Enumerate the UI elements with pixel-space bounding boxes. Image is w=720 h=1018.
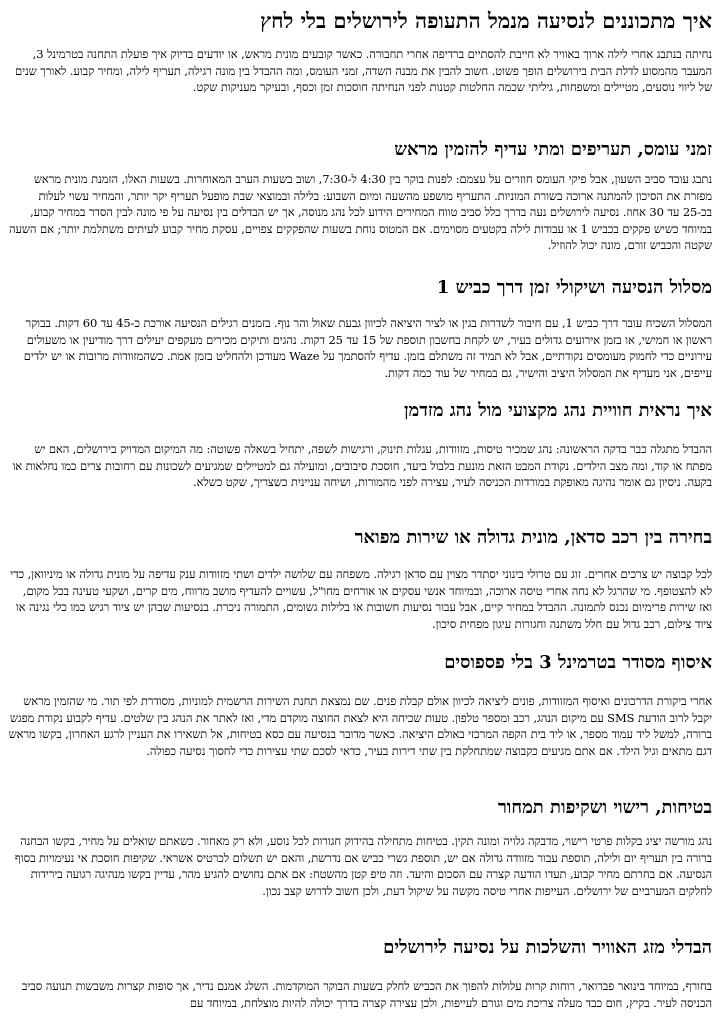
section-heading-route: מסלול הנסיעה ושיקולי זמן דרך כביש 1 [436, 277, 712, 298]
section-heading-safety: בטיחות, רישוי ושקיפות תמחור [497, 797, 712, 818]
section-paragraph-pickup: אחרי ביקורת הדרכונים ואיסוף המזוודות, פונים ליציאה לכיוון אולם קבלת פנים. שם נמצאת תחנת השירות הרשמית למוניות, מסודרת לפי תור. מי שהזמין מראש יקבל לרוב הודעת SMS עם מיקום הנהג, רכב ומספר טלפון. טעות שכיחה היא לצאת החוצה מוקדם מדי, ואז לאתר את הנהג בין שלטים. עדיף לקבוע נקודת מפגש ברורה, למשל ליד עמוד מספר, או ליד בית הקפה המרכזי באולם היציאה. כאשר מדובר בנסיעה עם כסא בטיחות, אל תשאירו את העניין לרגע האחרון, בקשו מראש דגם מתאים וגיל הילד. אם אתם מגיעים כקבוצה שמתחלקת בין שתי דירות בעיר, כדאי לסכם שתי עצירות כדי לחסוך נסיעה כפולה. [8, 694, 712, 758]
section-paragraph-route: המסלול השכיח עובר דרך כביש 1, עם חיבור לשדרות בגין או לציר היציאה לכיוון גבעת שאול והר נוף. בזמנים רגילים הנסיעה אורכת כ-45 עד 60 דקות. בבוקר ראשון או חמישי, או בזמן אירועים גדולים בעיר, יש לקחת בחשבון תוספת של 15 עד 25 דקות. נהגים ותיקים מכירים מעקפים יעילים דרך מודיעין או משעולים עירוניים כדי לחמוק מעומסים נקודתיים, אבל לא תמיד זה משתלם בזמן. עדיף להסתמך על Waze מעודכן ולהחליט בזמן אמת. כשהמזוודות מרובות או יש ילדים עייפים, אני מעדיף את המסלול היציב והישיר, גם במחיר של עוד כמה דקות. [23, 316, 712, 380]
section-heading-vehicle-choice: בחירה בין רכב סדאן, מונית גדולה או שירות מפואר [354, 527, 712, 548]
section-paragraph-weather: בחורף, במיוחד בינואר פברואר, רוחות קרות עלולות להפוך את הכביש לחלק בשעות הבוקר המוקדמות. השלג אמנם נדיר, אך סופות קצרות משבשות תנועה סביב הכניסה לעיר. בקיץ, חום כבד מעלה צריכת מים וגורם לעייפות, ולכן עצירה קצרה בדרך יכולה להיות מוצלחת, במיוחד עם [21, 979, 712, 1010]
section-heading-driver-experience: איך נראית חוויית נהג מקצועי מול נהג מזדמן [403, 400, 712, 421]
article-title: איך מתכוננים לנסיעה מנמל התעופה לירושלים בלי לחץ [260, 8, 712, 33]
intro-paragraph: נחיתה בנתבג אחרי לילה ארוך באוויר לא חייבת להסתיים ברדיפה אחרי תחבורה. כאשר קובעים מונית מראש, או יודעים בדיוק איך פועלת התחנה בטרמינל 3, המעבר מהמסוע לדלת הבית בירושלים הופך פשוט. חשוב להבין את מבנה השדה, זמני העומס, ומה ההבדל בין מונה רגילה, תעריף לילה, ומחיר קבוע. לאורך שנים של ליווי נוסעים, מטיילים ומשפחות, גיליתי שכמה החלטות קטנות לפני הנחיתה חוסכות זמן וכסף, ובעיקר מעניקות שקט. [15, 47, 712, 95]
section-heading-pickup: איסוף מסודר בטרמינל 3 בלי פספוסים [444, 652, 712, 673]
section-paragraph-safety: נהג מורשה יציג בקלות פרטי רישוי, מדבקה גלויה ומונה תקין. בטיחות מתחילה בהידוק חגורות לכל נוסע, ולא רק מאחור. כשאתם שואלים על מחיר, בקשו הבחנה ברורה בין תעריף יום ולילה, תוספת עבור מזוודה גדולה אם יש, תוספת גשרי כביש אם נדרשת, והאם יש תשלום לכרטיס אשראי. שקיפות חוסכת אי נעימויות בסוף הנסיעה. אם בחרתם מחיר קבוע, תעדו הודעה קצרה עם הסכום והיעד. וזה טיפ קטן מהשטח: אם אתם נחושים להגיע מהר, עדיין בקשו מנהיגה רגועה בירידות לחלקים המערביים של ירושלים. העייפות אחרי טיסה מקשה על שיקול דעת, ולכן חשוב לדרוש קצב נכון. [14, 834, 712, 898]
section-paragraph-tariffs: נתבג עובד סביב השעון, אבל פיקי העומס חוזרים על עצמם: לפנות בוקר בין 4:30 ל-7:30, ושוב בשעות הערב המאוחרות. בשעות האלו, הזמנת מונית מראש מפזרת את הסיכון להמתנה ארוכה בשורת המוניות. התעריף מושפע מהשעה ומיום השבוע: בלילה ובמוצאי שבת מופעל תעריף יקר יותר, והמחיר עשוי לעלות בכ-25 עד 30 אחוז. נסיעה לירושלים נעה בדרך כלל סביב טווח המחירים הידוע לכל נהג מנוסה, אך יש הבדלים בין נסיעה על פי מונה לבין הסדר במחיר קבוע, במיוחד כשיש פקקים בכביש 1 או עבודות לילה בקטעים מסוימים. אם המטוס נוחת בשעות שהפקקים צפויים, עסקת מחיר קבוע לעיתים משתלמת יותר; אם השעה שקטה והכביש זורם, מונה יכול להוזיל. [8, 172, 712, 253]
section-heading-tariffs: זמני עומס, תעריפים ומתי עדיף להזמין מראש [394, 139, 712, 160]
section-heading-weather: הבדלי מזג האוויר והשלכות על נסיעה לירושלים [383, 937, 712, 958]
section-paragraph-vehicle-choice: לכל קבוצה יש צרכים אחרים. זוג עם טרולי בינוני יסתדר מצוין עם סדאן רגילה. משפחה עם שלושה ילדים ושתי מזוודות ענק עדיפה על מונית גדולה או מיניוואן, כדי לא להצטופף. מי שהרגל לא נחה אחרי טיסה ארוכה, ובמיוחד אנשי עסקים או אורחים מחו"ל, עשויים להעדיף מושב מרווח, מים קרים, ושקעי טעינה בכל מקום, ואז שירות פרימיום נכנס לתמונה. ההבדל במחיר קיים, אבל עבור נסיעות חשובות או בלילות גשומים, התמורה ניכרת. בנסיעות שבהן יש ציוד רגיש כמו כלי נגינה או ציוד צילום, רכב גדול עם חלל משתנה וחגורות עיגון מפחית סיכון. [10, 567, 712, 631]
section-paragraph-driver-experience: ההבדל מתגלה כבר בדקה הראשונה: נהג שמכיר טיסות, מזוודות, עגלות תינוק, ורגישות לשפה, יתחיל בשאלה פשוטה: מה המיקום המדויק בירושלים, האם יש מפתח או קוד, ומה מצב הילדים. נקודת המבט הזאת מונעת בלבול ביעד, חוסכת סיבובים, ומועילה גם למטיילים שמגיעים לשכונות עם רחובות צרים כמו נחלאות או בקעה. ניסיון גם אומר נהיגה מאופקת במורדות הכניסה לעיר, עצירה לפני מהמורות, ושיחה עניינית כשצריך, שקט כשלא. [12, 442, 712, 490]
